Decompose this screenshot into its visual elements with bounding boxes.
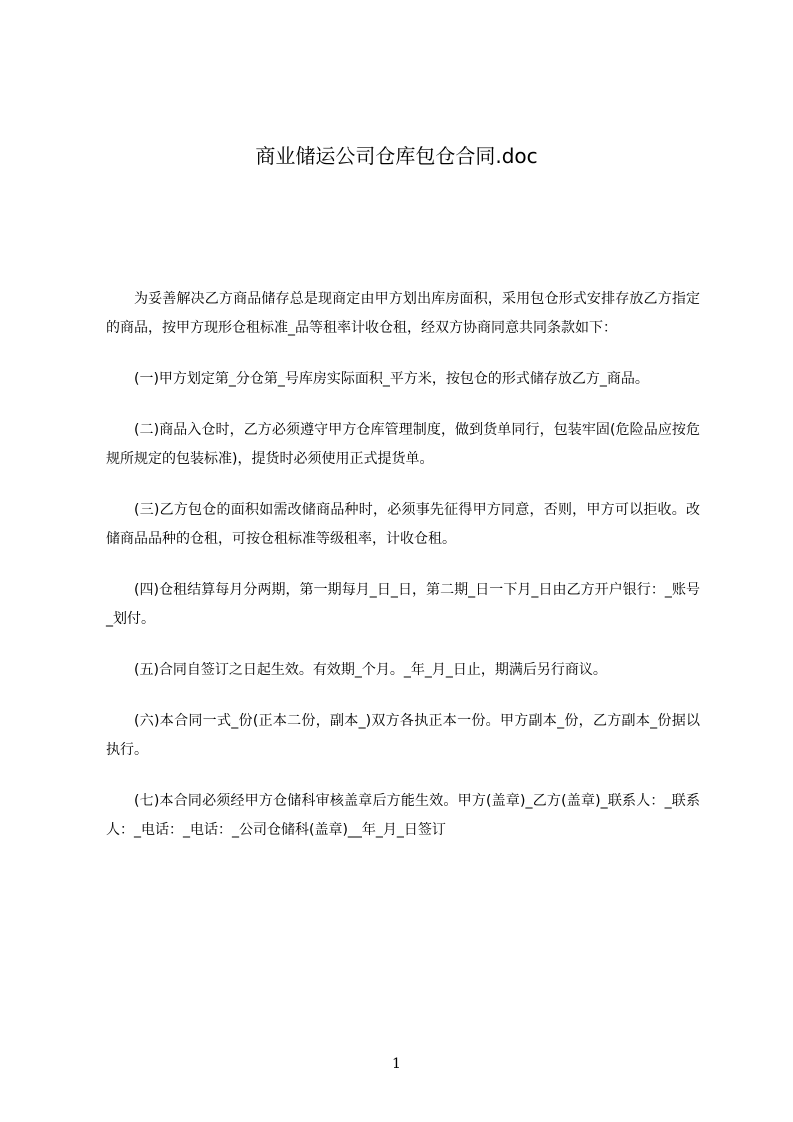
paragraph-spacer	[106, 554, 700, 576]
paragraph-spacer	[106, 343, 700, 365]
clause-1: (一)甲方划定第_分仓第_号库房实际面积_平方米，按包仓的形式储存放乙方_商品。	[134, 371, 649, 387]
clause-3: (三)乙方包仓的面积如需改储商品种时，必须事先征得甲方同意，否则，甲方可以拒收。改储商品品种的仓租，可按仓租标准等级租率，计收仓租。	[106, 502, 700, 547]
intro-paragraph: 为妥善解决乙方商品储存总是现商定由甲方划出库房面积，采用包仓形式安排存放乙方指定的商品，按甲方现形仓租标准_品等租率计收仓租，经双方协商同意共同条款如下：	[106, 291, 700, 336]
clause-2: (二)商品入仓时，乙方必须遵守甲方仓库管理制度，做到货单同行，包装牢固(危险品应按危规所规定的包装标准)，提货时必须使用正式提货单。	[106, 422, 700, 467]
clause-7: (七)本合同必须经甲方仓储科审核盖章后方能生效。甲方(盖章)_乙方(盖章)_联系人：_联系人：_电话：_电话：_公司仓储科(盖章)__年_月_日签订	[106, 793, 700, 838]
paragraph-spacer	[106, 474, 700, 496]
document-title: 商业储运公司仓库包仓合同.doc	[255, 144, 538, 168]
page-number: 1	[392, 1056, 401, 1072]
paragraph-spacer	[106, 685, 700, 707]
clause-4: (四)仓租结算每月分两期，第一期每月_日_日，第二期_日一下月_日由乙方开户银行：_账号_划付。	[106, 582, 700, 627]
document-body	[106, 285, 700, 845]
paragraph-spacer	[106, 634, 700, 656]
paragraph-spacer	[106, 394, 700, 416]
paragraph-spacer	[106, 765, 700, 787]
clause-5: (五)合同自签订之日起生效。有效期_个月。_年_月_日止，期满后另行商议。	[134, 662, 607, 678]
clause-6: (六)本合同一式_份(正本二份，副本_)双方各执正本一份。甲方副本_份，乙方副本_份据以执行。	[106, 713, 700, 758]
